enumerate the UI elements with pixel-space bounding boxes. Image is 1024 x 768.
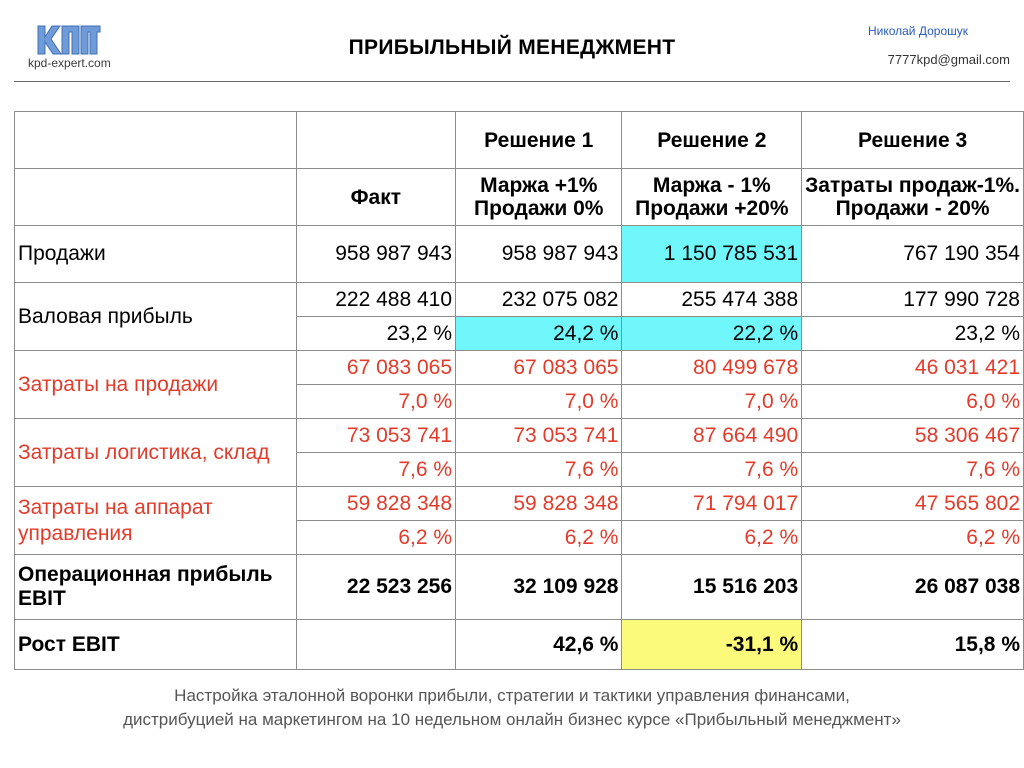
table-cell: 15,8 % bbox=[802, 620, 1024, 670]
header-cell-empty bbox=[15, 169, 297, 226]
table-cell: 222 488 410 bbox=[296, 283, 455, 317]
page-title: ПРИБЫЛЬНЫЙ МЕНЕДЖМЕНТ bbox=[348, 36, 676, 59]
table-cell: 59 828 348 bbox=[296, 487, 455, 521]
scenario-2-line-2: Продажи +20% bbox=[635, 197, 789, 220]
header-row-scenarios bbox=[15, 169, 1024, 226]
row-admin-value bbox=[15, 487, 1024, 521]
author-name: Николай Дорошук bbox=[867, 24, 969, 38]
row-label-sales-cost: Затраты на продажи bbox=[15, 351, 297, 419]
row-label-ebit-line-2: EBIT bbox=[18, 587, 66, 610]
header-scenario-2 bbox=[622, 169, 802, 226]
page-header bbox=[0, 0, 1024, 82]
header-fact: Факт bbox=[296, 169, 455, 226]
table-cell: 67 083 065 bbox=[456, 351, 622, 385]
table-cell: 6,0 % bbox=[802, 385, 1024, 419]
row-ebit-growth bbox=[15, 620, 1024, 670]
row-gross-value bbox=[15, 283, 1024, 317]
table-cell: 7,0 % bbox=[456, 385, 622, 419]
table-cell: 7,0 % bbox=[296, 385, 455, 419]
header-scenario-1 bbox=[456, 169, 622, 226]
table-cell: 958 987 943 bbox=[456, 226, 622, 283]
header-scenario-3 bbox=[802, 169, 1024, 226]
row-logistics-value bbox=[15, 419, 1024, 453]
table-cell: 32 109 928 bbox=[456, 555, 622, 620]
table-cell: 22 523 256 bbox=[296, 555, 455, 620]
site-url: kpd-expert.com bbox=[28, 56, 111, 70]
table-cell: 80 499 678 bbox=[622, 351, 802, 385]
table-cell: 7,6 % bbox=[802, 453, 1024, 487]
table-cell: 7,6 % bbox=[456, 453, 622, 487]
table-cell: 958 987 943 bbox=[296, 226, 455, 283]
table-cell: 46 031 421 bbox=[802, 351, 1024, 385]
table-cell: 7,6 % bbox=[622, 453, 802, 487]
table-cell: 232 075 082 bbox=[456, 283, 622, 317]
row-label-admin bbox=[15, 487, 297, 555]
table-cell: 6,2 % bbox=[622, 521, 802, 555]
footer-note bbox=[0, 684, 1024, 732]
scenario-2-line-1: Маржа - 1% bbox=[652, 174, 771, 197]
row-sales-cost-value bbox=[15, 351, 1024, 385]
author-email: 7777kpd@gmail.com bbox=[887, 52, 1010, 67]
row-label-ebit bbox=[15, 555, 297, 620]
header-divider bbox=[14, 81, 1010, 82]
table-cell: 6,2 % bbox=[456, 521, 622, 555]
table-cell: 6,2 % bbox=[296, 521, 455, 555]
table-cell: 73 053 741 bbox=[296, 419, 455, 453]
table-cell: 255 474 388 bbox=[622, 283, 802, 317]
table-cell: 73 053 741 bbox=[456, 419, 622, 453]
header-row-solutions bbox=[15, 112, 1024, 169]
table-cell: 6,2 % bbox=[802, 521, 1024, 555]
profit-table bbox=[14, 111, 1024, 670]
row-label-gross: Валовая прибыль bbox=[15, 283, 297, 351]
table-cell: 59 828 348 bbox=[456, 487, 622, 521]
table-cell: 177 990 728 bbox=[802, 283, 1024, 317]
row-sales bbox=[15, 226, 1024, 283]
row-label-ebit-line-1: Операционная прибыль bbox=[18, 563, 273, 586]
table-cell: 67 083 065 bbox=[296, 351, 455, 385]
table-cell: 23,2 % bbox=[296, 317, 455, 351]
table-cell: 87 664 490 bbox=[622, 419, 802, 453]
row-label-admin-line-2: управления bbox=[18, 521, 133, 545]
header-solution-1: Решение 1 bbox=[456, 112, 622, 169]
scenario-3-line-2: Продажи - 20% bbox=[835, 197, 990, 220]
scenario-1-line-1: Маржа +1% bbox=[480, 174, 598, 197]
scenario-3-line-1: Затраты продаж-1%. bbox=[805, 174, 1020, 197]
header-cell-empty bbox=[15, 112, 297, 169]
table-cell: 58 306 467 bbox=[802, 419, 1024, 453]
row-label-logistics: Затраты логистика, склад bbox=[15, 419, 297, 487]
table-cell: 71 794 017 bbox=[622, 487, 802, 521]
table-cell: 15 516 203 bbox=[622, 555, 802, 620]
table-cell: 767 190 354 bbox=[802, 226, 1024, 283]
table-cell bbox=[296, 620, 455, 670]
row-label-admin-line-1: Затраты на аппарат bbox=[18, 495, 213, 519]
table-cell: 7,6 % bbox=[296, 453, 455, 487]
footer-line-1: Настройка эталонной воронки прибыли, стратегии и тактики управления финансами, bbox=[174, 686, 850, 705]
table-cell: 42,6 % bbox=[456, 620, 622, 670]
table-cell-highlight: 1 150 785 531 bbox=[622, 226, 802, 283]
footer-line-2: дистрибуцией на маркетингом на 10 недельном онлайн бизнес курсе «Прибыльный менеджмент» bbox=[123, 710, 901, 729]
header-solution-2: Решение 2 bbox=[622, 112, 802, 169]
scenario-1-line-2: Продажи 0% bbox=[474, 197, 604, 220]
table-cell: 26 087 038 bbox=[802, 555, 1024, 620]
table-cell-highlight: 24,2 % bbox=[456, 317, 622, 351]
row-label-sales: Продажи bbox=[15, 226, 297, 283]
table-cell: 47 565 802 bbox=[802, 487, 1024, 521]
header-solution-3: Решение 3 bbox=[802, 112, 1024, 169]
table-cell-highlight: -31,1 % bbox=[622, 620, 802, 670]
table-cell-highlight: 22,2 % bbox=[622, 317, 802, 351]
row-ebit bbox=[15, 555, 1024, 620]
table-cell: 23,2 % bbox=[802, 317, 1024, 351]
table-cell: 7,0 % bbox=[622, 385, 802, 419]
header-cell-empty bbox=[296, 112, 455, 169]
row-label-ebit-growth: Рост EBIT bbox=[15, 620, 297, 670]
